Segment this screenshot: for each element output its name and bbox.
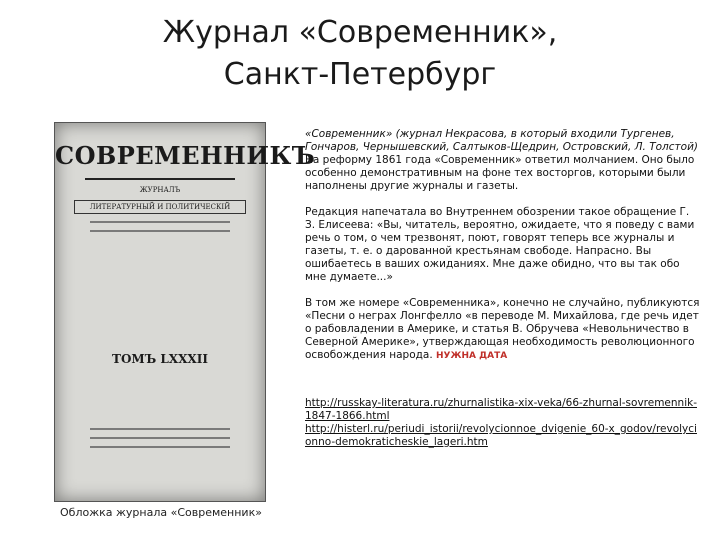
paragraph-eliseev: Редакция напечатала во Внутреннем обозрении такое обращение Г. З. Елисеева: «Вы, читатель, вероятно, ожидаете, что я поведу с вами речь о том, о чем трезвонят, поют, говорят теперь все журналы и газеты, т. е. о дарованной крестьянам свободе. Напрасно. Вы ошибаетесь в ваших ожиданиях. Мне даже обидно, что вы так обо мне думаете...» xyxy=(305,206,695,283)
cover-page xyxy=(54,122,316,502)
cover-section: ЛИТЕРАТУРНЫЙ И ПОЛИТИЧЕСКІЙ xyxy=(74,200,246,214)
cover-caption: Обложка журнала «Современник» xyxy=(60,506,262,519)
paragraph-same-issue xyxy=(305,297,700,363)
cover-masthead: СОВРЕМЕННИКЪ xyxy=(55,141,316,170)
cover-volume: ТОМЪ LXXXII xyxy=(112,352,208,366)
title-line-2: Санкт-Петербург xyxy=(223,57,497,92)
cover-rule xyxy=(85,178,235,180)
cover-photo xyxy=(46,118,316,530)
cover-text-lines xyxy=(90,221,230,232)
text-column xyxy=(305,128,700,449)
paragraph-same-issue-text: В том же номере «Современника», конечно не случайно, публикуются «Песни о неграх Лонгфелло «в переводе М. Михайлова, где речь идет о рабовладении в Америке, и статья В. Обручева «Невольничество в Северной Америке», утверждающая необходимость революционного освобождения народа. xyxy=(305,297,700,361)
date-needed-note: НУЖНА ДАТА xyxy=(436,351,508,361)
slide-title xyxy=(0,12,720,96)
title-line-1: Журнал «Современник», xyxy=(162,15,558,50)
source-link-2[interactable]: http://histerl.ru/periudi_istorii/revolycionnoe_dvigenie_60-x_godov/revolycionno-demokraticheskie_lageri.htm xyxy=(305,423,697,448)
source-link-1[interactable]: http://russkay-literatura.ru/zhurnalistika-xix-veka/66-zhurnal-sovremennik-1847-1866.html xyxy=(305,397,697,422)
cover-imprint xyxy=(55,428,265,448)
paragraph-reform: На реформу 1861 года «Современник» ответил молчанием. Оно было особенно демонстративным на фоне тех восторгов, которыми были наполнены другие журналы и газеты. xyxy=(305,154,695,192)
source-links xyxy=(305,397,700,449)
intro-caption: «Современник» (журнал Некрасова, в который входили Тургенев, Гончаров, Чернышевский, Салтыков-Щедрин, Островский, Л. Толстой) xyxy=(305,128,698,153)
cover-subtitle: ЖУРНАЛЪ xyxy=(139,186,181,194)
